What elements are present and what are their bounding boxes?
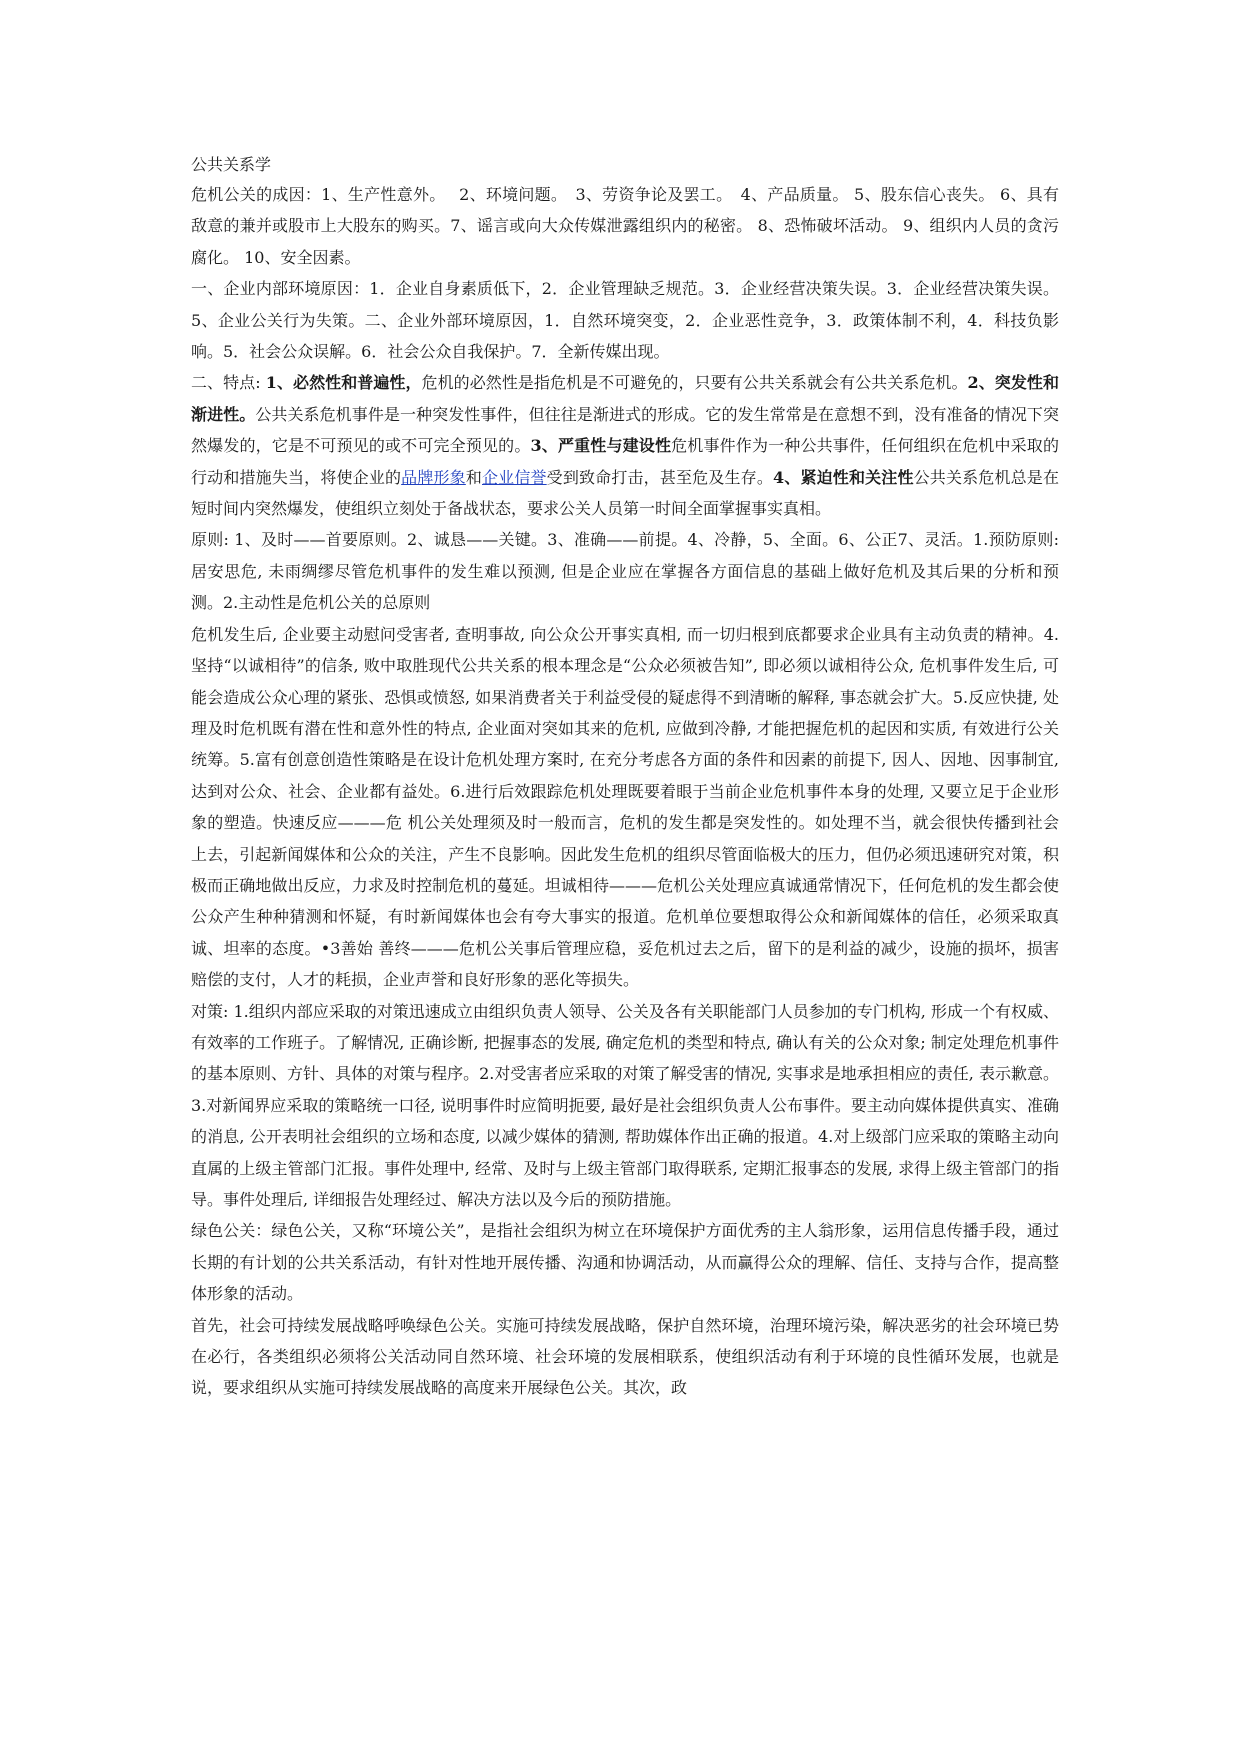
- corporate-reputation-link[interactable]: 企业信誉: [482, 467, 547, 487]
- feature-heading-3: 3、严重性与建设性: [530, 436, 672, 456]
- feature-conjunction: 和: [465, 467, 482, 487]
- feature-text-4: 受到致命打击，甚至危及生存。: [546, 467, 773, 487]
- features-lead: 二、特点:: [191, 373, 266, 393]
- document-page: [191, 150, 1059, 1404]
- principles-paragraph: 原则: 1、及时——首要原则。2、诚恳——关键。3、准确——前提。4、冷静，5、全面。6、公正7、灵活。1.预防原则: 居安思危, 未雨绸缪尽管危机事件的发生难以预测, 但是企业应在掌握各方面信息的基础上做好危机及其后果的分析和预测。2.主动性是危机公关的总原则: [191, 530, 1059, 613]
- countermeasures-paragraph: 对策: 1.组织内部应采取的对策迅速成立由组织负责人领导、公关及各有关职能部门人员参加的专门机构, 形成一个有权威、有效率的工作班子。了解情况, 正确诊断, 把握事态的发展, 确定危机的类型和特点, 确认有关的公众对象; 制定处理危机事件的基本原则、方针、具体的对策与程序。2.对受害者应采取的对策了解受害的情况, 实事求是地承担相应的责任, 表示歉意。3.对新闻界应采取的策略统一口径, 说明事件时应简明扼要, 最好是社会组织负责人公布事件。要主动向媒体提供真实、准确的消息, 公开表明社会组织的立场和态度, 以减少媒体的猜测, 帮助媒体作出正确的报道。4.对上级部门应采取的策略主动向直属的上级主管部门汇报。事件处理中, 经常、及时与上级主管部门取得联系, 定期汇报事态的发展, 求得上级主管部门的指导。事件处理后, 详细报告处理经过、解决方法以及今后的预防措施。: [191, 1001, 1059, 1209]
- brand-image-link[interactable]: 品牌形象: [401, 467, 466, 487]
- feature-text-5: 公共关系危机总是在短时间内突然爆发，使组织立刻处于备战状态，要求公关人员第一时间全面掌握事实真相。: [191, 467, 1059, 519]
- feature-text-2: 公共关系危机事件是一种突发性事件，但往往是渐进式的形成。它的发生常常是在意想不到，没有准备的情况下突然爆发的，它是不可预见的或不可完全预见的。: [191, 404, 1059, 456]
- environment-causes-paragraph: 一、企业内部环境原因：1．企业自身素质低下，2．企业管理缺乏规范。3．企业经营决策失误。3．企业经营决策失误。5、企业公关行为失策。二、企业外部环境原因，1．自然环境突变，2．企业恶性竞争，3．政策体制不利，4．科技负影响。5．社会公众误解。6．社会公众自我保护。7．全新传媒出现。: [191, 279, 1059, 362]
- crisis-causes-paragraph: 危机公关的成因：1、生产性意外。 2、环境问题。 3、劳资争论及罢工。 4、产品质量。 5、股东信心丧失。 6、具有敌意的兼并或股市上大股东的购买。7、谣言或向大众传媒泄露组织内的秘密。 8、恐怖破坏活动。 9、组织内人员的贪污腐化。 10、安全因素。: [191, 185, 1059, 267]
- features-paragraph: [191, 367, 1059, 524]
- feature-heading-4: 4、紧迫性和关注性: [773, 467, 914, 487]
- feature-heading-1: 1、必然性和普遍性，: [265, 373, 422, 393]
- principles-detail-paragraph: 危机发生后, 企业要主动慰问受害者, 查明事故, 向公众公开事实真相, 而一切归根到底都要求企业具有主动负责的精神。4.坚持“以诚相待”的信条, 败中取胜现代公共关系的根本理念是“公众必须被告知”, 即必须以诚相待公众, 危机事件发生后, 可能会造成公众心理的紧张、恐惧或愤怒, 如果消费者关于利益受侵的疑虑得不到清晰的解释, 事态就会扩大。5.反应快捷, 处理及时危机既有潜在性和意外性的特点, 企业面对突如其来的危机, 应做到冷静, 才能把握危机的起因和实质, 有效进行公关统筹。5.富有创意创造性策略是在设计危机处理方案时, 在充分考虑各方面的条件和因素的前提下, 因人、因地、因事制宜, 达到对公众、社会、企业都有益处。6.进行后效跟踪危机处理既要着眼于当前企业危机事件本身的处理, 又要立足于企业形象的塑造。快速反应———危 机公关处理须及时一般而言，危机的发生都是突发性的。如处理不当，就会很快传播到社会上去，引起新闻媒体和公众的关注，产生不良影响。因此发生危机的组织尽管面临极大的压力，但仍必须迅速研究对策，积极而正确地做出反应，力求及时控制危机的蔓延。坦诚相待———危机公关处理应真诚通常情况下，任何危机的发生都会使公众产生种种猜测和怀疑，有时新闻媒体也会有夸大事实的报道。危机单位要想取得公众和新闻媒体的信任，必须采取真诚、坦率的态度。•3善始 善终———危机公关事后管理应稳，妥危机过去之后，留下的是利益的减少，设施的损坏，损害赔偿的支付，人才的耗损，企业声誉和良好形象的恶化等损失。: [191, 624, 1059, 990]
- feature-heading-2: 2、突发性和渐进性。: [191, 373, 1059, 424]
- document-title: 公共关系学: [191, 155, 272, 174]
- feature-text-1: 危机的必然性是指危机是不可避免的，只要有公共关系就会有公共关系危机。: [421, 373, 968, 393]
- green-pr-definition-paragraph: 绿色公关：绿色公关，又称“环境公关”，是指社会组织为树立在环境保护方面优秀的主人翁形象，运用信息传播手段，通过长期的有计划的公共关系活动，有针对性地开展传播、沟通和协调活动，从而赢得公众的理解、信任、支持与合作，提高整体形象的活动。: [191, 1221, 1059, 1304]
- feature-text-3: 危机事件作为一种公共事件，任何组织在危机中采取的行动和措施失当，将使企业的: [191, 436, 1059, 487]
- green-pr-reasons-paragraph: 首先，社会可持续发展战略呼唤绿色公关。实施可持续发展战略，保护自然环境，治理环境污染，解决恶劣的社会环境已势在必行，各类组织必须将公关活动同自然环境、社会环境的发展相联系，使组织活动有利于环境的良性循环发展，也就是说，要求组织从实施可持续发展战略的高度来开展绿色公关。其次，政: [191, 1315, 1059, 1398]
